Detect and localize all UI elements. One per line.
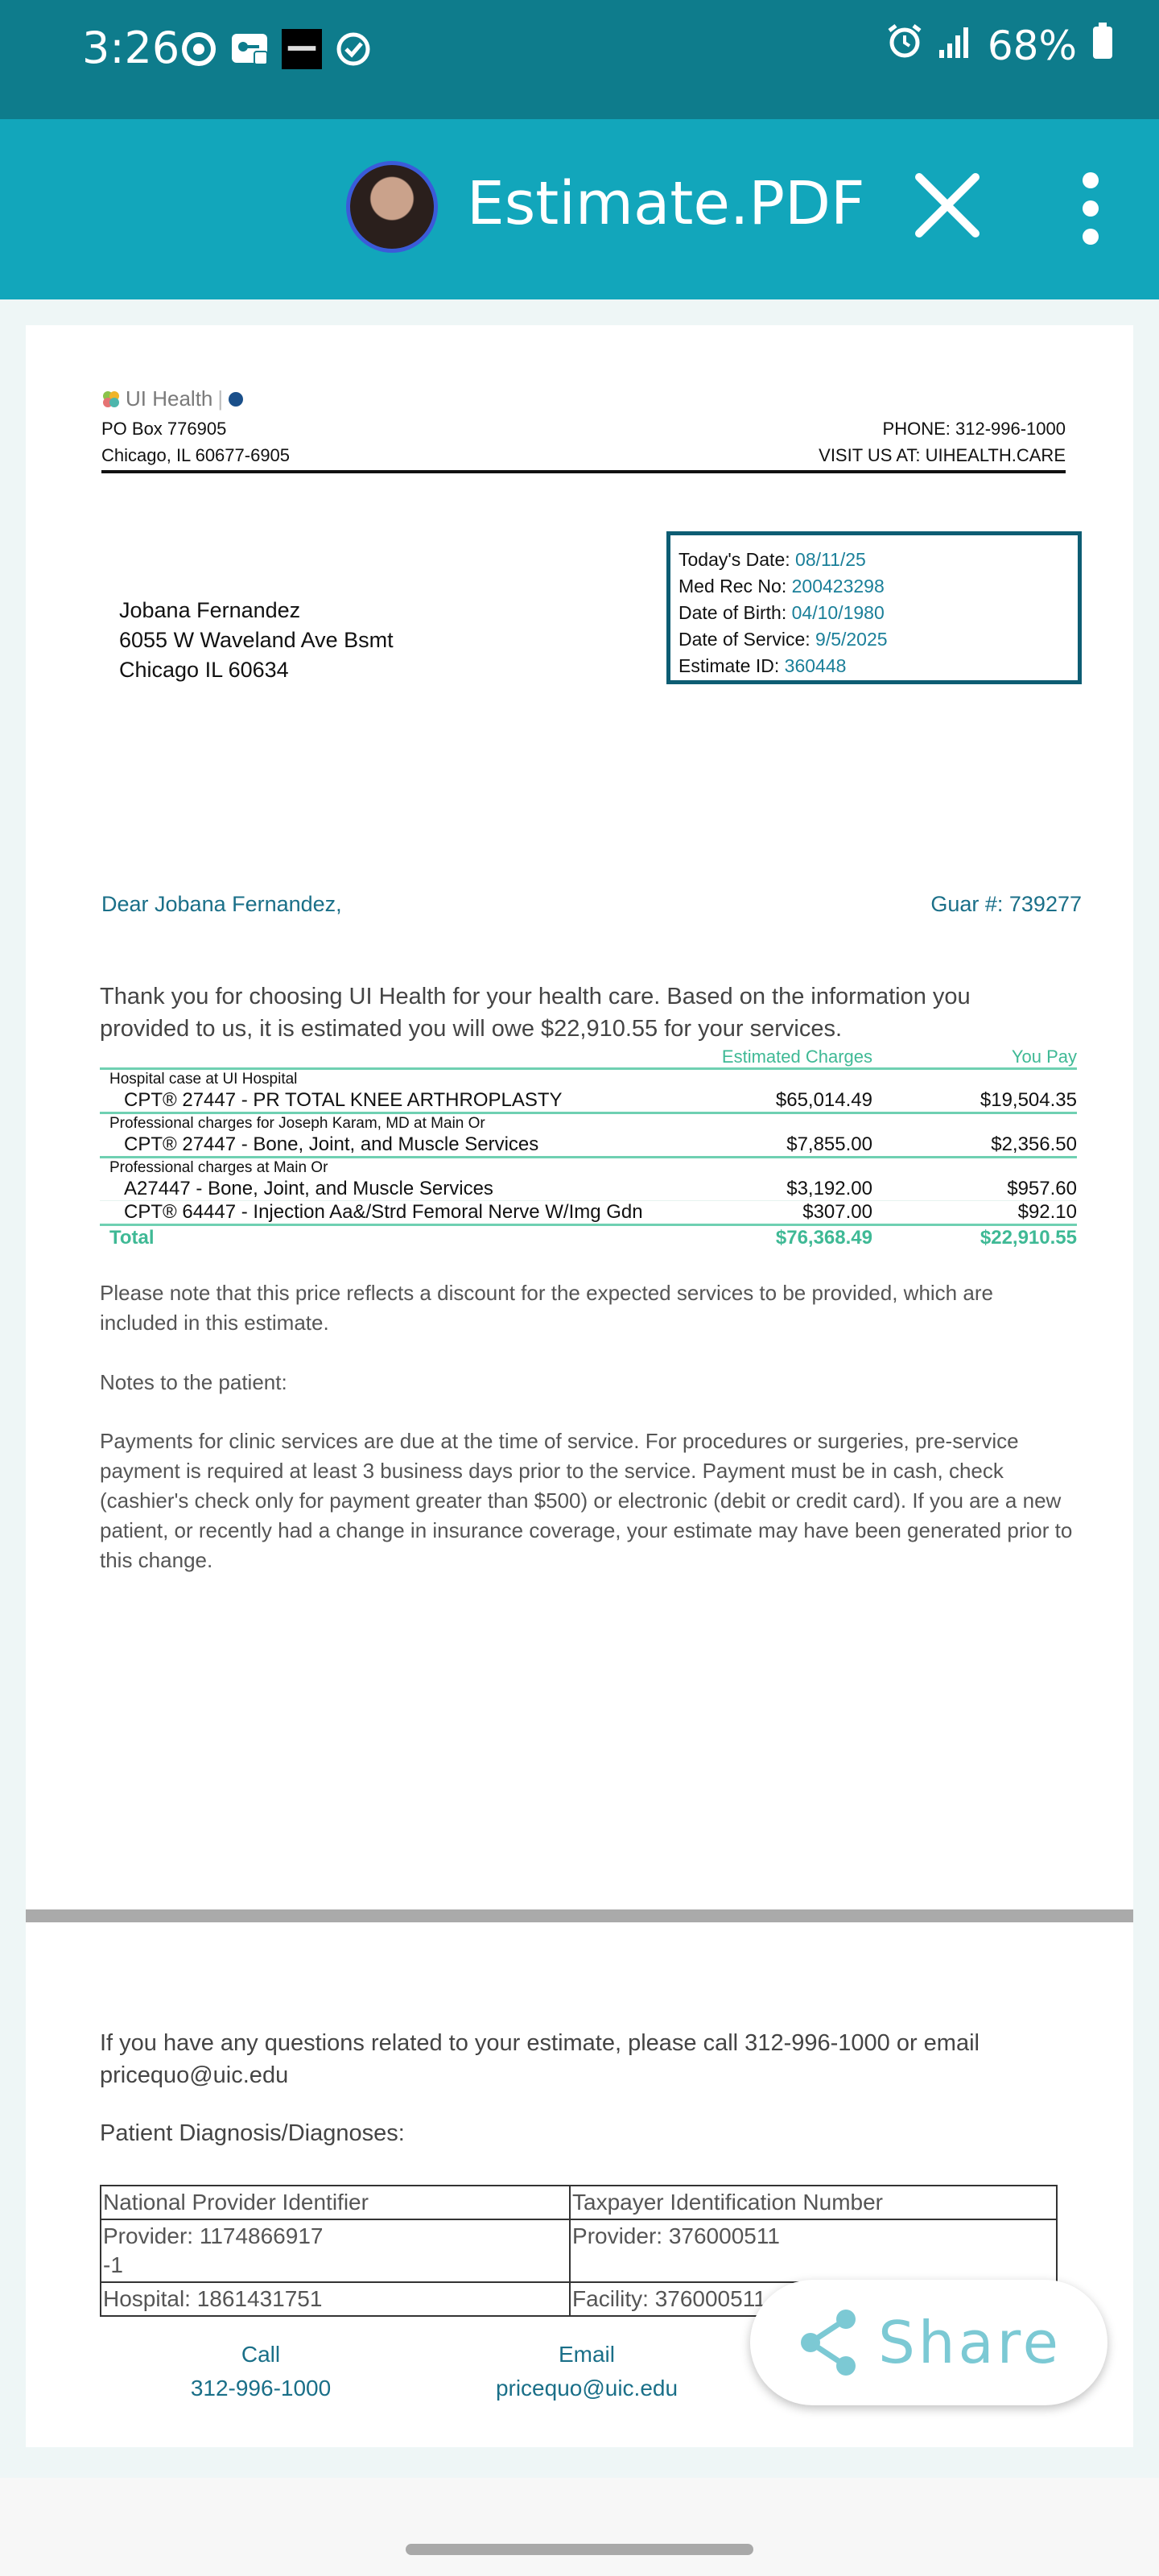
info-row: [678, 653, 1070, 679]
tin-header: Taxpayer Identification Number: [570, 2186, 1057, 2219]
call-label: Call: [241, 2342, 281, 2367]
status-bar: [0, 0, 1159, 119]
table-row: CPT® 64447 - Injection Aa&/Strd Femoral Nerve W/Img Gdn $307.00 $92.10: [100, 1201, 1077, 1225]
info-value: 04/10/1980: [791, 602, 885, 623]
patient-address: [119, 596, 394, 685]
close-button[interactable]: [909, 167, 985, 243]
provider-tin: Provider: 376000511: [570, 2219, 1057, 2282]
info-value: 200423298: [791, 576, 885, 597]
group-header: Hospital case at UI Hospital: [100, 1069, 1077, 1090]
info-value: 9/5/2025: [815, 629, 888, 650]
greeting: Dear Jobana Fernandez,: [101, 892, 342, 916]
avatar[interactable]: [346, 161, 438, 253]
more-vert-icon: [1070, 172, 1111, 245]
app-bar: [0, 119, 1159, 299]
page-break: [26, 1909, 1133, 1922]
status-time: 3:26: [82, 23, 180, 73]
share-label: Share: [878, 2309, 1062, 2376]
col-estimated-charges: Estimated Charges: [721, 1046, 872, 1067]
info-row: [678, 626, 1070, 653]
provider-npi-suffix: -1: [103, 2252, 123, 2277]
close-icon: [909, 167, 985, 243]
info-row: [678, 600, 1070, 626]
info-label: Today's Date:: [678, 549, 790, 570]
check-circle-icon: [333, 29, 373, 69]
info-value: 08/11/25: [795, 549, 866, 570]
questions-paragraph: If you have any questions related to your estimate, please call 312-996-1000 or email pricequo@uic.edu: [100, 2030, 980, 2088]
info-row: [678, 573, 1070, 600]
table-row: [101, 2186, 1057, 2219]
guarantor-number: Guar #: 739277: [930, 892, 1082, 916]
bottom-area: [0, 2478, 1159, 2576]
uic-seal-icon: [228, 391, 244, 407]
home-indicator[interactable]: [406, 2544, 753, 2555]
battery-icon: [1091, 23, 1114, 69]
patient-name: Jobana Fernandez: [119, 598, 301, 622]
share-button[interactable]: [750, 2280, 1107, 2405]
battery-percentage: 68%: [987, 23, 1077, 69]
provider-npi-cell: [101, 2219, 570, 2282]
estimate-info-box: [666, 531, 1082, 684]
signal-icon: [938, 23, 973, 69]
share-icon: [796, 2308, 860, 2377]
info-label: Estimate ID:: [678, 655, 780, 676]
email-link[interactable]: [422, 2338, 752, 2405]
provider-npi: Provider: 1174866917: [103, 2223, 324, 2248]
hospital-npi: Hospital: 1861431751: [101, 2282, 570, 2316]
contact-header: [819, 415, 1066, 469]
estimate-table: [100, 1046, 1077, 1250]
table-row: CPT® 27447 - Bone, Joint, and Muscle Services $7,855.00 $2,356.50: [100, 1133, 1077, 1158]
more-options-button[interactable]: [1070, 172, 1111, 245]
table-row: A27447 - Bone, Joint, and Muscle Services $3,192.00 $957.60: [100, 1178, 1077, 1201]
npi-header: National Provider Identifier: [101, 2186, 570, 2219]
key-notification-icon: [230, 29, 270, 69]
facility-tin: Facility: 376000511: [570, 2282, 1057, 2316]
notes-heading: Notes to the patient:: [100, 1370, 287, 1394]
pdf-page[interactable]: [26, 325, 1133, 2447]
info-value: 360448: [784, 655, 847, 676]
system-indicators: [886, 23, 1114, 69]
header-divider: [101, 470, 1066, 473]
group-header: Professional charges for Joseph Karam, MD at Main Or: [100, 1113, 1077, 1134]
website-line: VISIT US AT: UIHEALTH.CARE: [819, 445, 1066, 465]
ring-notification-icon: [179, 29, 219, 69]
info-label: Med Rec No:: [678, 576, 787, 597]
patient-address-line1: 6055 W Waveland Ave Bsmt: [119, 628, 394, 652]
app-thumbnail-icon: [282, 29, 322, 69]
clover-icon: [101, 390, 121, 409]
call-number: 312-996-1000: [190, 2376, 332, 2401]
total-row: Total $76,368.49 $22,910.55: [100, 1225, 1077, 1251]
call-link[interactable]: [100, 2338, 422, 2405]
mailing-address: [101, 415, 290, 469]
logo-text: UI Health: [126, 386, 213, 411]
table-row: CPT® 27447 - PR TOTAL KNEE ARTHROPLASTY $65,014.49 $19,504.35: [100, 1089, 1077, 1113]
info-row: [678, 547, 1070, 573]
phone-line: PHONE: 312-996-1000: [882, 419, 1066, 439]
ui-health-logo: [101, 386, 244, 411]
table-row: [101, 2219, 1057, 2282]
email-label: Email: [558, 2342, 615, 2367]
diagnosis-heading: Patient Diagnosis/Diagnoses:: [100, 2120, 405, 2146]
patient-address-line2: Chicago IL 60634: [119, 658, 289, 682]
group-header: Professional charges at Main Or: [100, 1158, 1077, 1179]
document-title: Estimate.PDF: [467, 169, 865, 238]
po-box: PO Box 776905: [101, 419, 227, 439]
discount-note: Please note that this price reflects a discount for the expected services to be provided, which are included in this estimate.: [100, 1281, 993, 1335]
city-state-zip: Chicago, IL 60677-6905: [101, 445, 291, 465]
notes-body: Payments for clinic services are due at the time of service. For procedures or surgeries, pre-service payment is required at least 3 business days prior to the service. Payment must be in cash, check (cashier's check only for payment greater than $500) or electronic (debit or credit card). If you are a new patient, or recently had a change in insurance coverage, your estimate may have been generated prior to this change.: [100, 1429, 1073, 1572]
notification-icons: [179, 29, 373, 69]
col-you-pay: You Pay: [1011, 1046, 1077, 1067]
email-address: pricequo@uic.edu: [495, 2376, 678, 2401]
info-label: Date of Birth:: [678, 602, 787, 623]
info-label: Date of Service:: [678, 629, 810, 650]
intro-paragraph: Thank you for choosing UI Health for your health care. Based on the information you provided to us, it is estimated you will owe $22,910.55 for your services.: [100, 984, 971, 1042]
alarm-icon: [886, 23, 923, 69]
logo-divider: |: [217, 386, 224, 411]
table-header: [100, 1046, 1077, 1069]
